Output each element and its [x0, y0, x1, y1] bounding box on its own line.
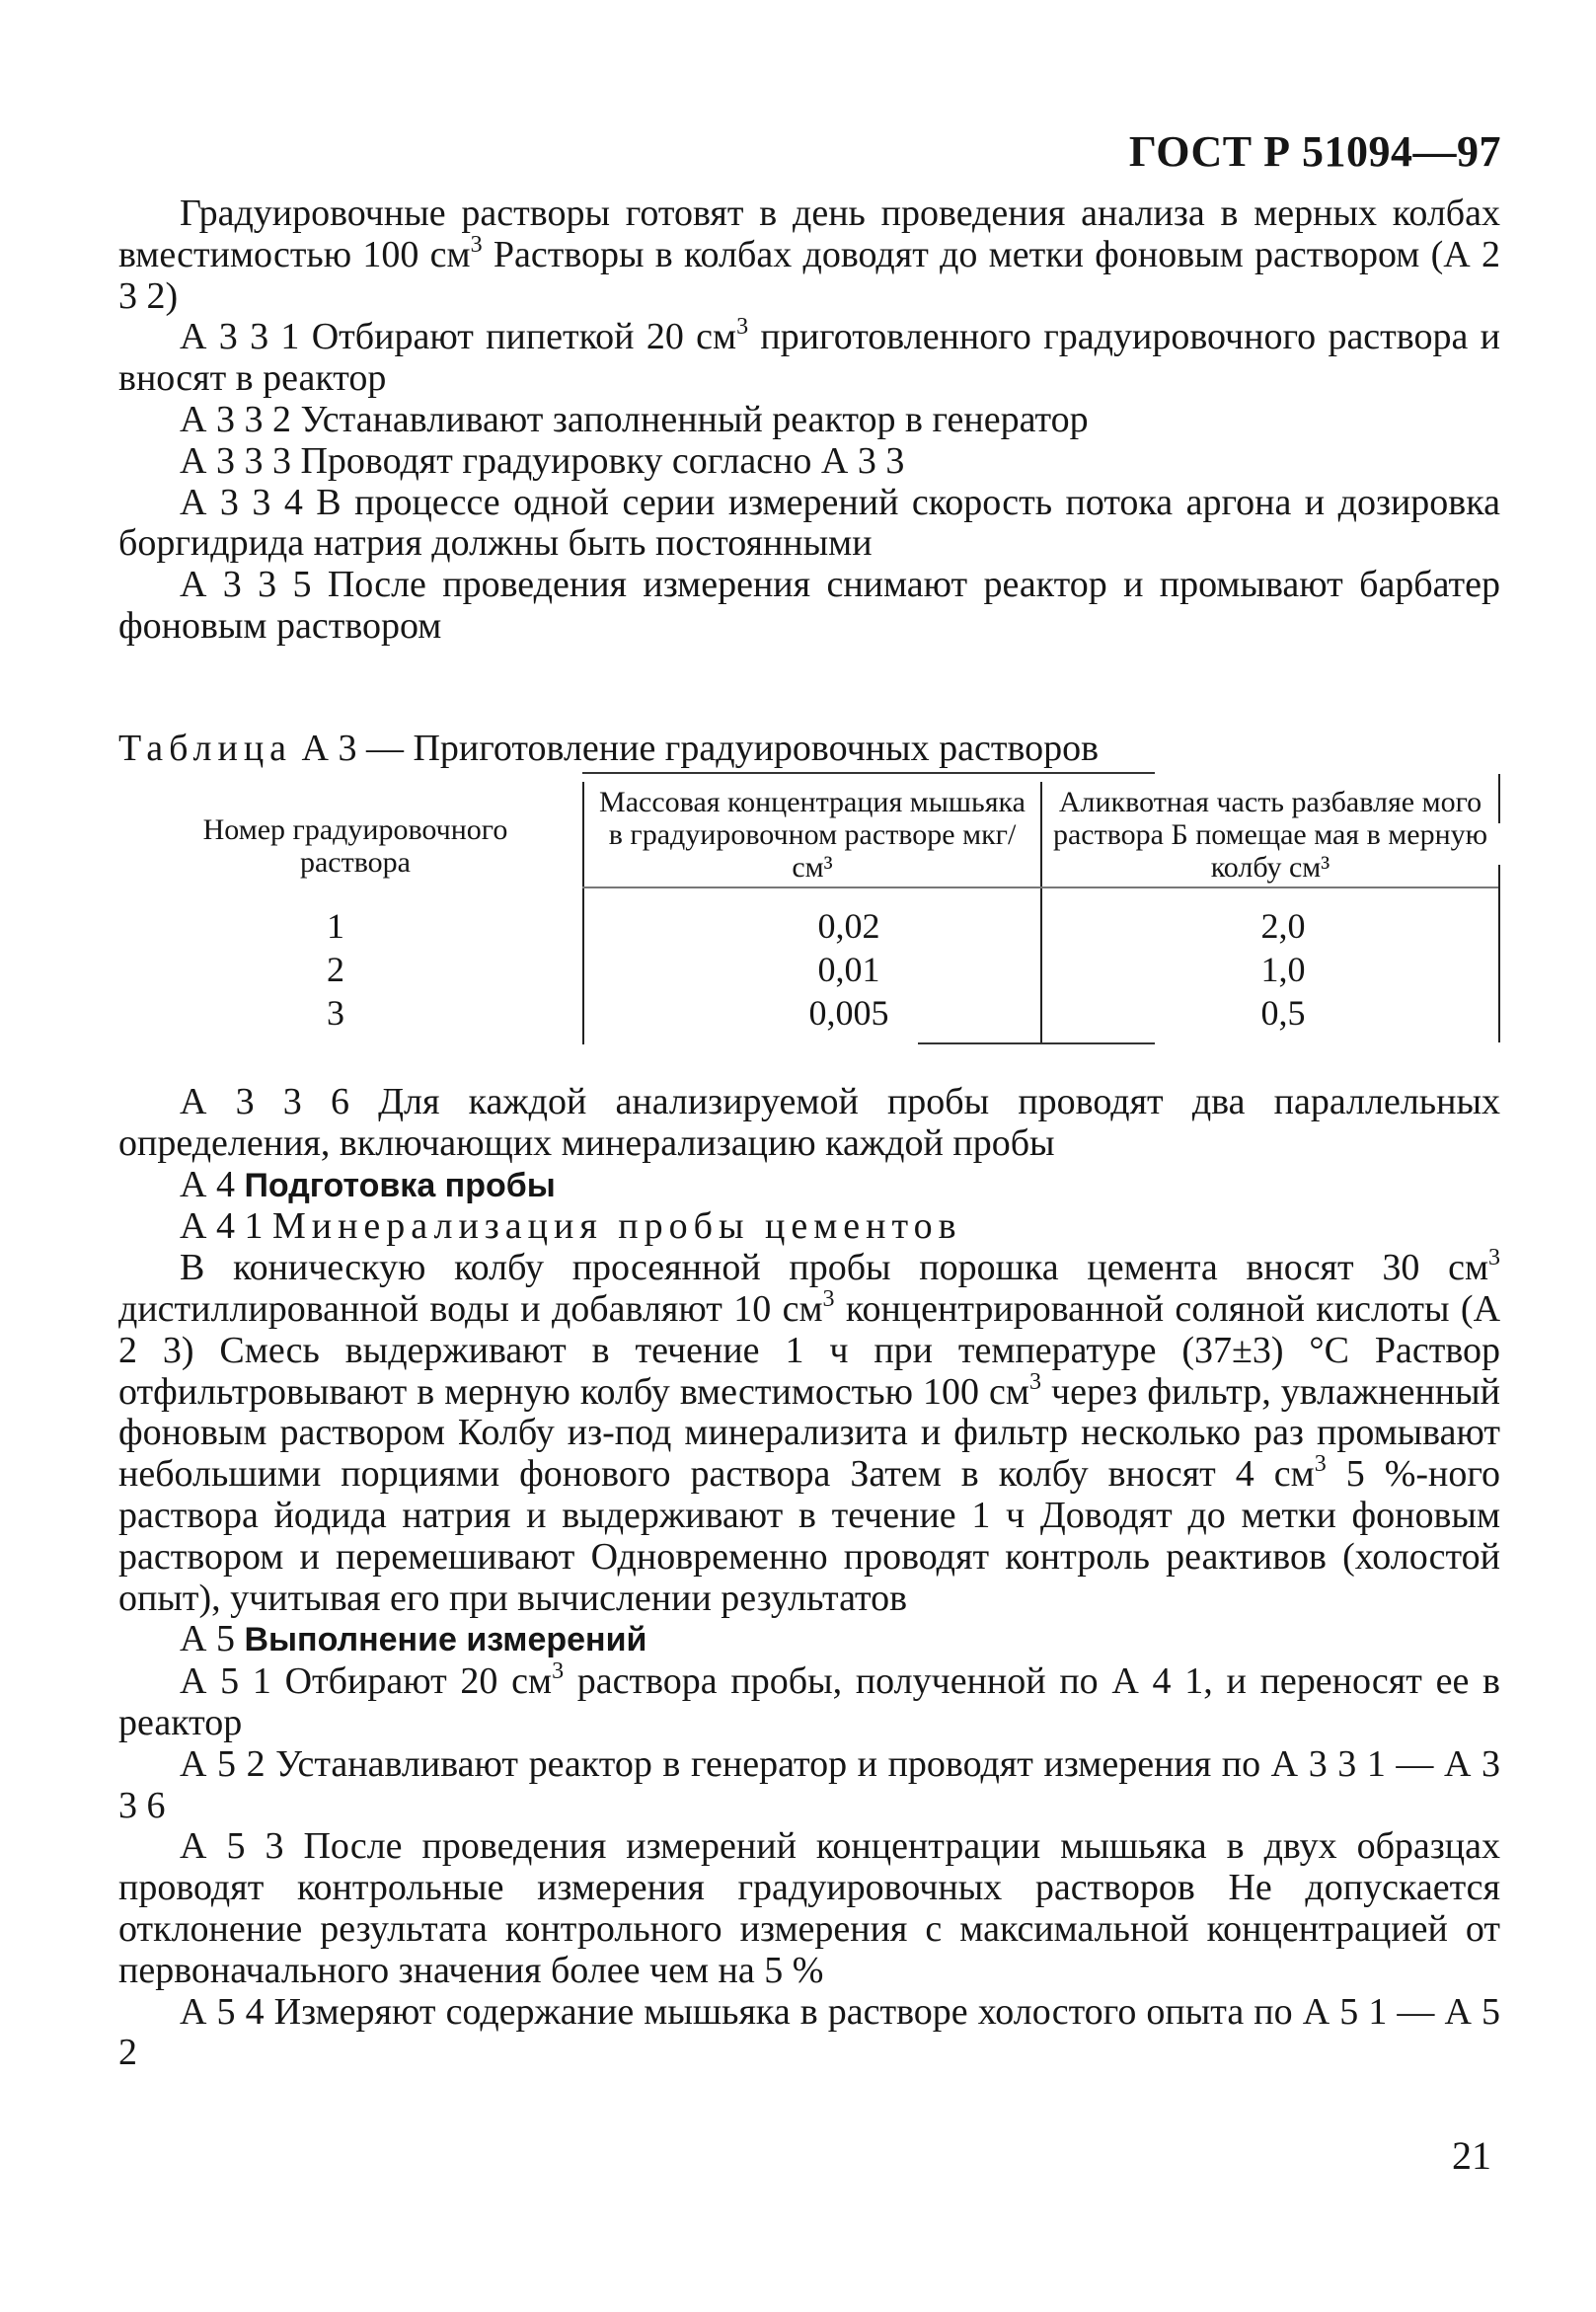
subsection-heading-a41: [118, 1206, 1500, 1248]
document-code: ГОСТ Р 51094—97: [1128, 127, 1501, 176]
table-header-rule: [582, 886, 1498, 888]
text-span: А 3 3 1 Отбирают пипеткой 20 см: [180, 316, 737, 358]
superscript: 3: [1488, 1245, 1500, 1272]
table-cell-concentration: 0,01: [817, 950, 880, 989]
text-span: через фильтр, увлажненный фоновым раствором Колбу из-под минерализита и фильтр несколько раз промывают небольшими порциями фонового раствора Затем в колбу вносят 4 см: [118, 1370, 1500, 1496]
section-number: А 4: [180, 1163, 235, 1205]
paragraph-a332: А 3 3 2 Устанавливают заполненный реактор в генератор: [180, 398, 1089, 440]
paragraph-a334: А 3 3 4 В процессе одной серии измерений скорость потока аргона и дозировка боргидрида натрия должны быть постоянными: [118, 481, 1500, 565]
table-cell-aliquot: 1,0: [1260, 950, 1306, 989]
section-heading-a5: [118, 1619, 1500, 1661]
text-span: В коническую колбу просеянной пробы порошка цемента вносят 30 см: [180, 1247, 1488, 1289]
table-top-rule: [582, 772, 1155, 774]
paragraph-a331: [118, 314, 1500, 400]
table-bottom-rule: [918, 1042, 1155, 1044]
table-column-divider: [1498, 865, 1500, 1042]
table-column-divider: [1498, 774, 1500, 823]
section-title: Минерализация пробы цементов: [271, 1205, 962, 1248]
table-cell-number: 1: [327, 906, 344, 946]
table-column-divider: [1040, 782, 1042, 1044]
table-cell-aliquot: 2,0: [1260, 906, 1306, 946]
section-title: Выполнение измерений: [244, 1621, 647, 1659]
table-cell-concentration: 0,005: [808, 993, 889, 1033]
text-span: концентрированной соляной кислоты (А 2 3) Смесь выдерживают в течение 1 ч при температуре (37±3) °С Раствор отфильтровывают в мерную колбу вместимостью 100 см: [118, 1287, 1501, 1413]
paragraph-mineralization: [118, 1245, 1501, 1619]
superscript: 3: [822, 1285, 835, 1312]
calibration-table: [118, 772, 1500, 1054]
paragraph-a335: А 3 3 5 После проведения измерения снимают реактор и промывают барбатер фоновым раствором: [118, 564, 1500, 647]
table-header-number: Номер градуировочного раствора: [202, 813, 508, 879]
text-block-bottom: [118, 1082, 1500, 2074]
section-heading-a4: [118, 1165, 1500, 1207]
text-span: 5 %-ного раствора йодида натрия и выдерживают в течение 1 ч Доводят до метки фоновым раствором и перемешивают Одновременно проводят контроль реактивов (холостой опыт), учитывая его при вычислении результатов: [118, 1453, 1500, 1619]
superscript: 3: [736, 314, 749, 341]
paragraph-a51: [118, 1658, 1500, 1744]
paragraph-a54: А 5 4 Измеряют содержание мышьяка в растворе холостого опыта по А 5 1 — А 5 2: [118, 1990, 1500, 2074]
table-cell-number: 3: [327, 993, 344, 1033]
superscript: 3: [470, 231, 483, 258]
superscript: 3: [1314, 1451, 1327, 1478]
text-span: Градуировочные растворы готовят в день проведения анализа в мерных колбах вместимостью 100 см: [118, 193, 1500, 275]
paragraph-a52: А 5 2 Устанавливают реактор в генератор и проводят измерения по А 3 3 1 — А 3 3 6: [118, 1742, 1500, 1826]
text-span: А 5 1 Отбирают 20 см: [180, 1660, 553, 1703]
table-caption-title: А 3 — Приготовление градуировочных растворов: [292, 728, 1100, 769]
section-number: А 5: [180, 1618, 235, 1660]
text-span: дистиллированной воды и добавляют 10 см: [118, 1287, 823, 1330]
text-span: раствора пробы, полученной по А 4 1, и переносят ее в реактор: [118, 1660, 1500, 1743]
table-column-divider: [582, 782, 584, 1044]
text-span: Растворы в колбах доводят до метки фоновым раствором (А 2 3 2): [118, 233, 1500, 317]
text-span: приготовленного градуировочного раствора и вносят в реактор: [118, 316, 1500, 400]
text-block-top: [118, 193, 1500, 648]
table-header-aliquot: Аликвотная часть разбавляе мого раствора Б помещае мая в мерную колбу см³: [1052, 786, 1488, 884]
table-caption-word: Таблица: [118, 728, 293, 769]
section-number: А 4 1: [180, 1205, 264, 1248]
table-cell-aliquot: 0,5: [1260, 993, 1306, 1033]
table-cell-concentration: 0,02: [817, 906, 880, 946]
paragraph-a333: А 3 3 3 Проводят градуировку согласно А 3 3: [180, 439, 905, 482]
paragraph-a53: А 5 3 После проведения измерений концентрации мышьяка в двух образцах проводят контрольные измерения градуировочных растворов Не допускается отклонение результата контрольного измерения с максимальной концентрацией от первоначального значения более чем на 5 %: [118, 1825, 1500, 1991]
superscript: 3: [1028, 1368, 1041, 1395]
superscript: 3: [552, 1658, 565, 1685]
paragraph-a336: А 3 3 6 Для каждой анализируемой пробы проводят два параллельных определения, включающих минерализацию каждой пробы: [118, 1081, 1500, 1164]
table-cell-number: 2: [327, 950, 344, 989]
table-header-concentration: Массовая концентрация мышьяка в градуировочном растворе мкг/см³: [599, 786, 1026, 884]
section-title: Подготовка пробы: [244, 1166, 556, 1204]
page-number: 21: [1452, 2133, 1491, 2178]
paragraph-solutions: [118, 193, 1500, 317]
table-caption: [118, 727, 1099, 770]
